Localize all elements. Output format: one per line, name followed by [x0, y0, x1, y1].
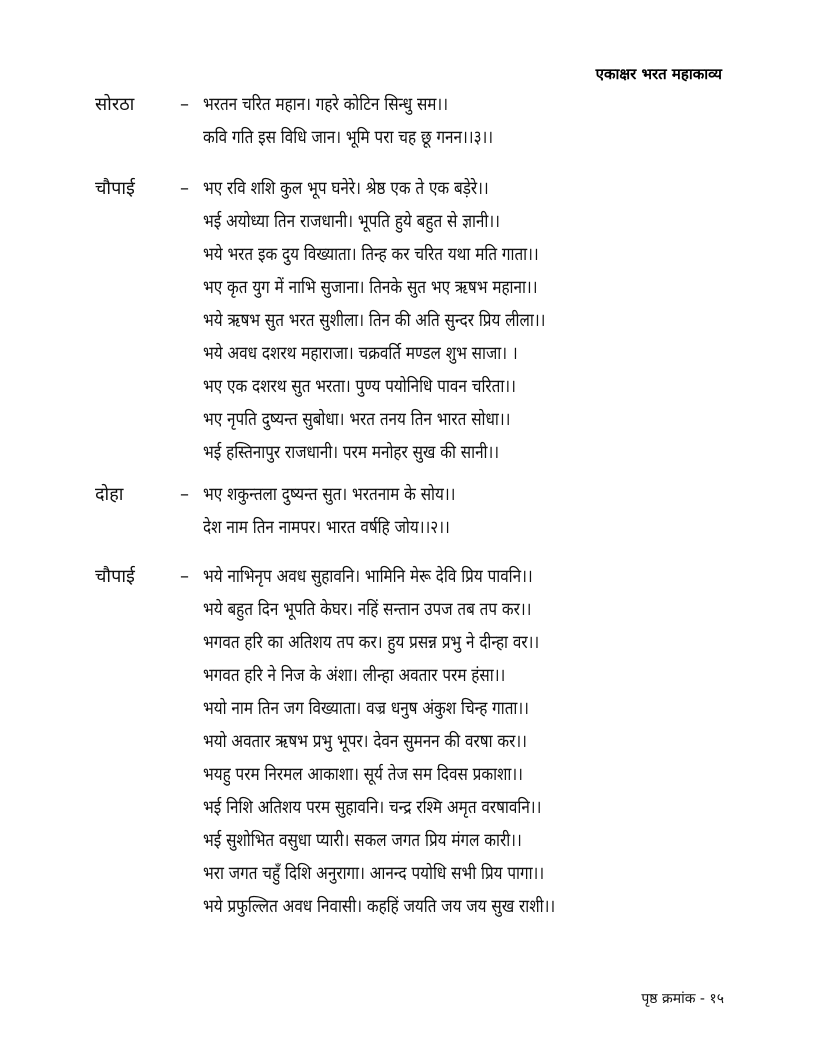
book-title-header: एकाक्षर भरत महाकाव्य	[595, 65, 722, 83]
verse-line: भगवत हरि का अतिशय तप कर। हुय प्रसन्न प्रभु ने दीन्हा वर।।	[203, 632, 540, 653]
verse-line: भई सुशोभित वसुधा प्यारी। सकल जगत प्रिय मंगल कारी।।	[203, 830, 522, 851]
verse-line: भयहु परम निरमल आकाशा। सूर्य तेज सम दिवस प्रकाशा।।	[203, 764, 523, 785]
page-number: पृष्ठ क्रमांक - १५	[641, 991, 724, 1007]
verse-line: देश नाम तिन नामपर। भारत वर्षहि जोय।।२।।	[203, 517, 450, 538]
verse-line: भये ऋषभ सुत भरत सुशीला। तिन की अति सुन्दर प्रिय लीला।।	[203, 310, 546, 331]
verse-line: भए एक दशरथ सुत भरता। पुण्य पयोनिधि पावन चरिता।।	[203, 376, 516, 397]
verse-line: भये अवध दशरथ महाराजा। चक्रवर्ति मण्डल शुभ साजा। ।	[203, 343, 518, 364]
label-dash: –	[180, 94, 189, 115]
label-dash: –	[180, 178, 189, 199]
verse-line: भरतन चरित महान। गहरे कोटिन सिन्धु सम।।	[203, 94, 449, 115]
verse-line: भये बहुत दिन भूपति केघर। नहिं सन्तान उपज तब तप कर।।	[203, 599, 532, 620]
verse-line: भए नृपति दुष्यन्त सुबोधा। भरत तनय तिन भारत सोधा।।	[203, 409, 511, 430]
verse-line: भई निशि अतिशय परम सुहावनि। चन्द्र रश्मि अमृत वरषावनि।।	[203, 797, 542, 818]
verse-line: भए शकुन्तला दुष्यन्त सुत। भरतनाम के सोय।।	[203, 484, 456, 505]
verse-line: भरा जगत चहुँ दिशि अनुरागा। आनन्द पयोधि सभी प्रिय पागा।।	[203, 863, 545, 884]
verse-line: भई हस्तिनापुर राजधानी। परम मनोहर सुख की सानी।।	[203, 442, 500, 463]
verse-line: कवि गति इस विधि जान। भूमि परा चह छू गनन।।३।।	[203, 127, 494, 148]
verse-line: भए रवि शशि कुल भूप घनेरे। श्रेष्ठ एक ते एक बड़ेरे।।	[203, 178, 489, 199]
verse-line: भयो नाम तिन जग विख्याता। वज्र धनुष अंकुश चिन्ह गाता।।	[203, 698, 529, 719]
verse-line: भए कृत युग में नाभि सुजाना। तिनके सुत भए ऋषभ महाना।।	[203, 277, 538, 298]
verse-line: भये भरत इक दुय विख्याता। तिन्ह कर चरित यथा मति गाता।।	[203, 244, 539, 265]
verse-line: भये प्रफुल्लित अवध निवासी। कहहिं जयति जय जय सुख राशी।।	[203, 896, 556, 917]
verse-type-label: सोरठा	[95, 94, 135, 115]
label-dash: –	[180, 484, 189, 505]
verse-line: भगवत हरि ने निज के अंशा। लीन्हा अवतार परम हंसा।।	[203, 665, 506, 686]
verse-type-label: चौपाई	[95, 566, 135, 587]
verse-line: भये नाभिनृप अवध सुहावनि। भामिनि मेरू देवि प्रिय पावनि।।	[203, 566, 533, 587]
verse-type-label: चौपाई	[95, 178, 135, 199]
verse-line: भयो अवतार ऋषभ प्रभु भूपर। देवन सुमनन की वरषा कर।।	[203, 731, 527, 752]
label-dash: –	[180, 566, 189, 587]
verse-type-label: दोहा	[95, 484, 124, 505]
verse-line: भई अयोध्या तिन राजधानी। भूपति हुये बहुत से ज्ञानी।।	[203, 211, 500, 232]
